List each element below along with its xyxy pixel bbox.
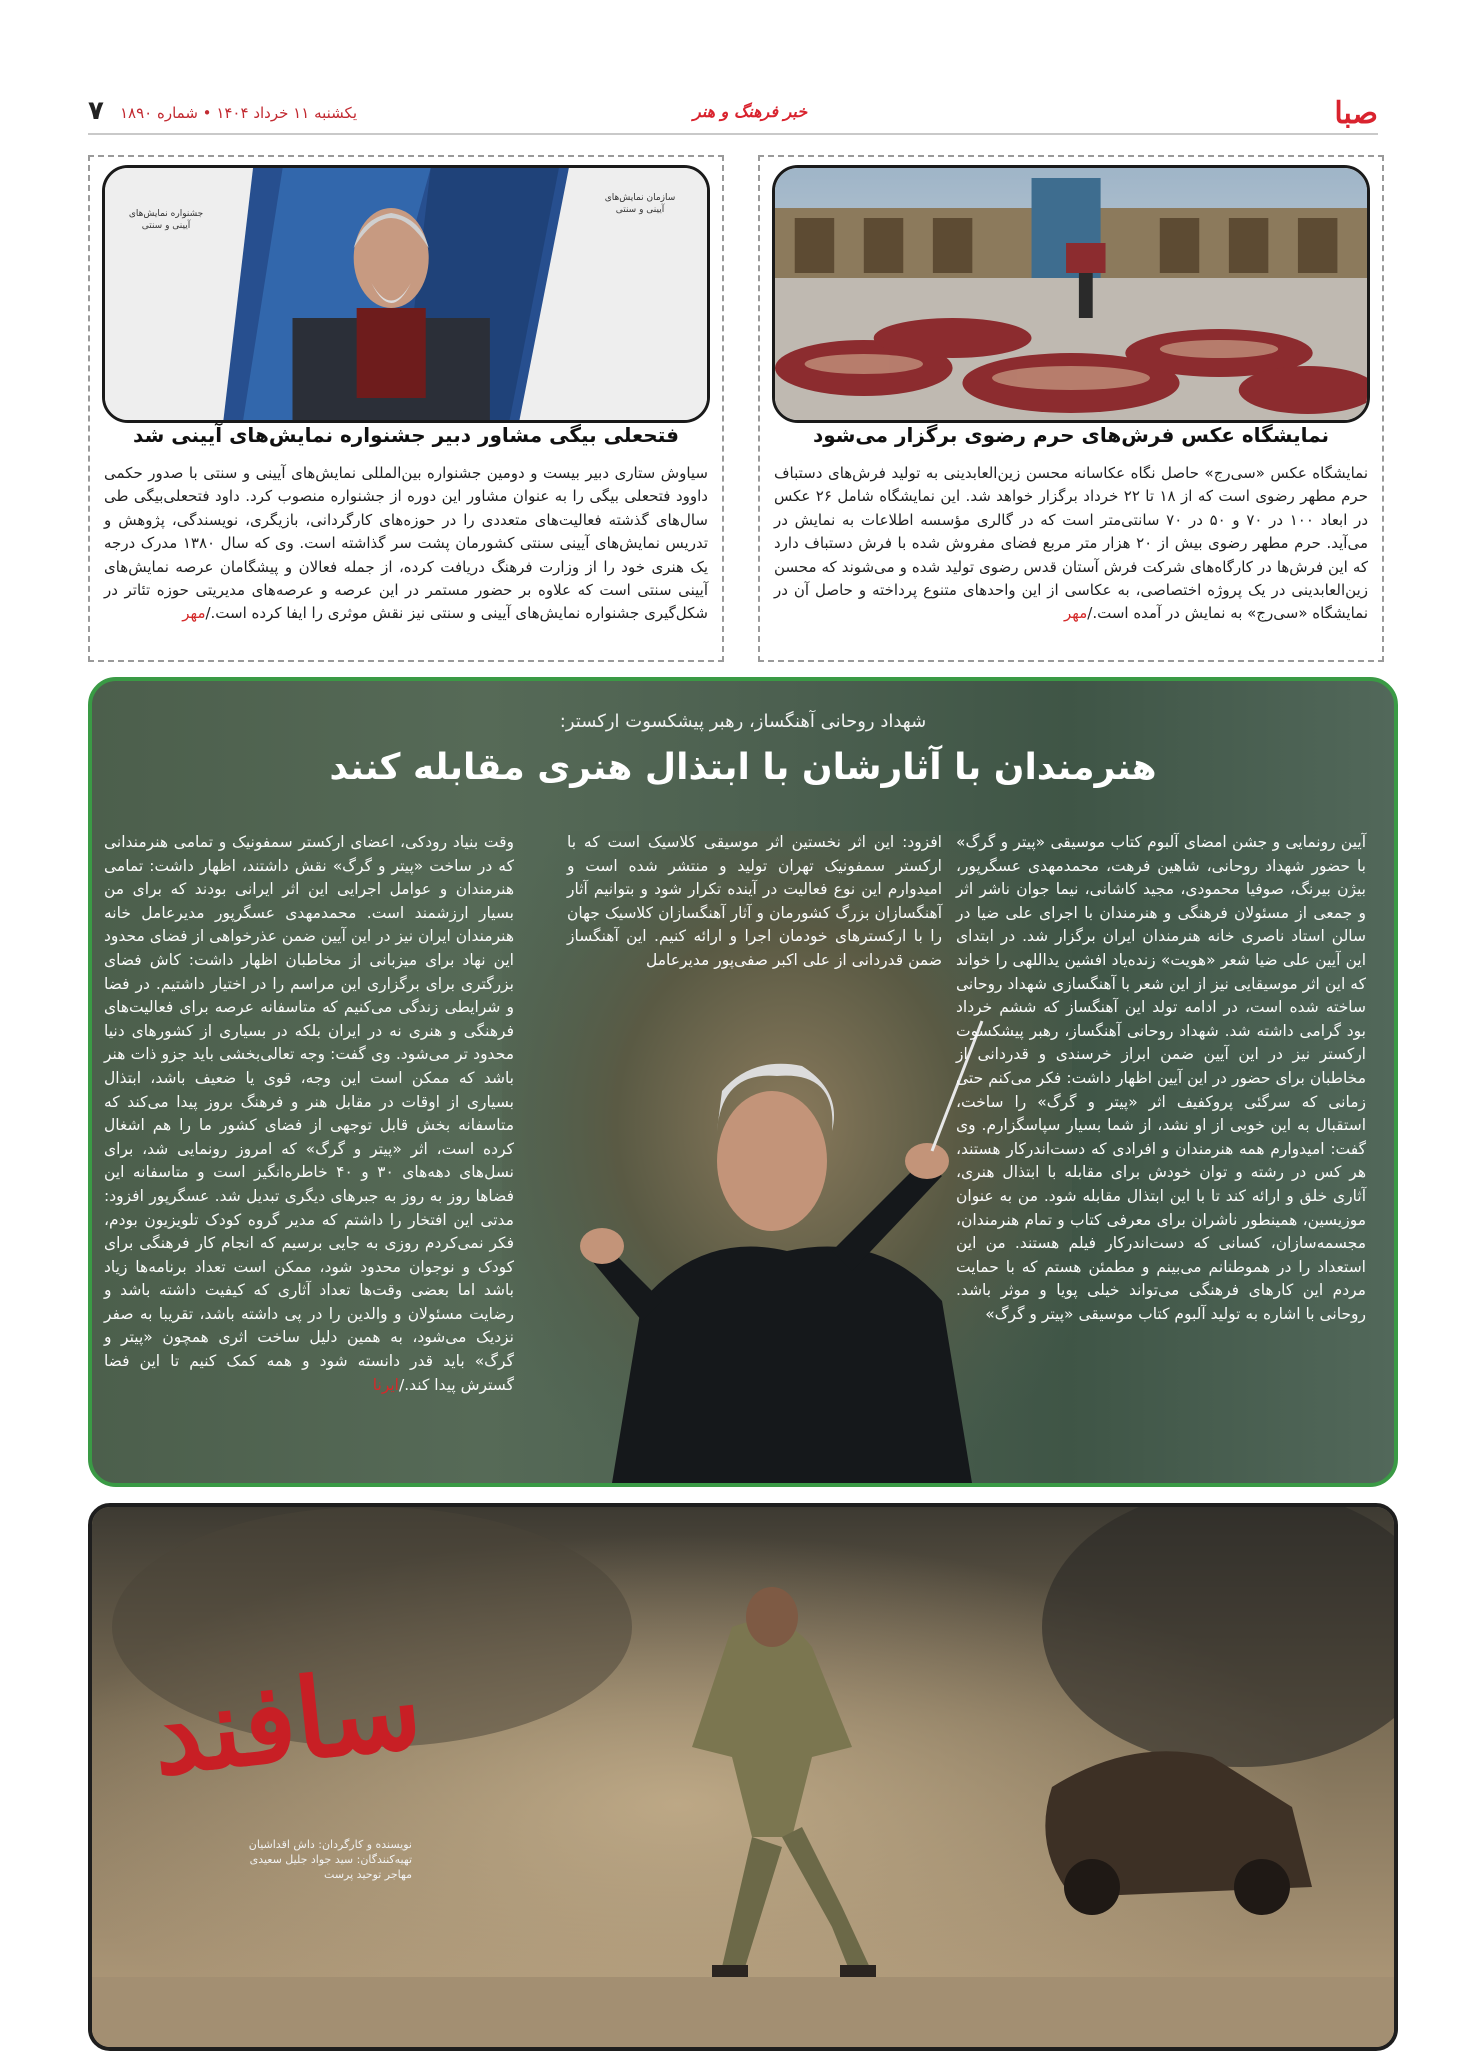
- section-title: خبر فرهنگ و هنر: [693, 102, 808, 121]
- article-source: مهر: [182, 604, 206, 623]
- newspaper-logo: صبا: [1334, 96, 1378, 131]
- festival-logo-left: جشنواره نمایش‌های آیینی و سنتی: [128, 209, 204, 231]
- news-box-carpet-exhibition: [758, 155, 1384, 662]
- interview-column-left-text: وقت بنیاد رودکی، اعضای ارکستر سمفونیک و تمامی هنرمندانی که در ساخت «پیتر و گرگ» نقش داشتند، اظهار داشت: تمامی هنرمندان و عوامل اجرایی این اثر ایرانی بودند که برای من بسیار ارزشمند است. محمدمهدی عسگرپور مدیرعامل خانه هنرمندان ایران نیز در این آیین ضمن عذرخواهی از فضای محدود این نهاد برای میزبانی از مخاطبان اظهار داشت: کاش فضای بزرگتری برای برگزاری این مراسم را در اختیار داشتیم. در فضا و شرایطی زندگی می‌کنیم که متاسفانه عرصه برای فعالیت‌های فرهنگی و هنری نه در ایران بلکه در بسیاری از کشورهای دنیا محدود تر می‌شود. وی گفت: وجه تعالی‌بخشی باید جزو ذات هنر باشد که ممکن است این وجه، قوی یا ضعیف باشد، ابتذال بسیاری از اوقات در مقابل هنر و فرهنگ بروز پیدا می‌کند که متاسفانه بخش قابل توجهی از فضای کشور ما را هم اشغال کرده است، اثر «پیتر و گرگ» که امروز رونمایی شد، برای نسل‌های دهه‌های ۳۰ و ۴۰ خاطره‌انگیز است و متاسفانه این فضاها روز به روز به جبرهای دیگری تبدیل شد. عسگرپور افزود: مدتی این افتخار را داشتم که مدیر گروه کودک تلویزیون بودم، فکر نمی‌کردم روزی به جایی برسیم که انجام کار فرهنگی برای کودک و نوجوان محدود شود، ممکن است تعداد برنامه‌ها زیاد باشد اما بعضی وقت‌ها تعداد آثاری که کیفیت داشته باشد و رضایت مسئولان و والدین را در پی داشته باشد، تقریبا به صفر نزدیک می‌شود، به همین دلیل ساخت اثری همچون «پیتر و گرگ» باید قدر دانسته شود و همه کمک کنیم تا این فضا گسترش پیدا کند./: [104, 833, 514, 1394]
- article-headline: فتحعلی بیگی مشاور دبیر جشنواره نمایش‌های آیینی شد: [133, 423, 679, 447]
- article-body: [104, 462, 708, 626]
- article-source: مهر: [1064, 604, 1088, 623]
- article-headline: نمایشگاه عکس فرش‌های حرم رضوی برگزار می‌شود: [812, 423, 1330, 447]
- page-header: [88, 96, 1378, 130]
- photo-portrait: [102, 165, 710, 423]
- news-box-festival-advisor: [88, 155, 724, 662]
- interview-column-left: [104, 831, 514, 1397]
- poster-credit-extra: مهاجر توحید پرست: [324, 1868, 412, 1881]
- film-poster: [88, 1503, 1398, 2051]
- poster-credit-director: نویسنده و کارگردان: داش اقداشیان: [248, 1838, 412, 1851]
- interview-subhead: شهداد روحانی آهنگساز، رهبر پیشکسوت ارکستر:: [559, 711, 927, 732]
- photo-shrine-carpets: [772, 165, 1370, 423]
- interview-column-right: آیین رونمایی و جشن امضای آلبوم کتاب موسیقی «پیتر و گرگ» با حضور شهداد روحانی، شاهین فرهت، محمدمهدی عسگرپور، بیژن بیرنگ، صوفیا محمودی، مجید کاشانی، نیما جوان ناشر اثر و جمعی از مسئولان فرهنگی و هنرمندان با اجرای علی ضیا در سالن استاد ناصری خانه هنرمندان ایران برگزار شد. در ابتدای این آیین علی ضیا شعر «هویت» زنده‌یاد افشین یداللهی را خواند که این اثر موسیقایی نیز از این شعر با آهنگسازی شهداد روحانی ساخته شده است، در ادامه تولد این آهنگساز که ششم خرداد بود گرامی داشته شد. شهداد روحانی آهنگساز، رهبر پیشکسوت ارکستر نیز در این آیین ضمن ابراز خرسندی و قدردانی از مخاطبان برای حضور در این آیین اظهار داشت: فکر می‌کنم حتی زمانی که سرگئی پروکفیف اثر «پیتر و گرگ» را ساخت، استقبال به این خوبی از او نشد، از شما بسیار سپاسگزارم. وی گفت: امیدوارم همه هنرمندان و افرادی که دست‌اندرکار هستند، هر کس در رشته و توان خودش برای مقابله با ابتذال هنری، آثاری خلق و ارائه کند تا با این ابتذال مقابله شود. من به عنوان موزیسین، همینطور ناشران برای معرفی کتاب و تمام هنرمندان، مجسمه‌سازان، کسانی که دست‌اندرکار فیلم هستند. من این استعداد را در هموطنانم می‌بینم و مطمئن هستم که با حمایت مردم این کارهای فرهنگی می‌تواند خیلی پویا و موثر باشد. روحانی با اشاره به تولید آلبوم کتاب موسیقی «پیتر و گرگ»: [956, 833, 1366, 1323]
- interview-headline: هنرمندان با آثارشان با ابتذال هنری مقابله کنند: [329, 747, 1157, 788]
- interview-feature: [88, 677, 1398, 1487]
- page-number: ۷: [88, 96, 104, 126]
- issue-date-line: یکشنبه ۱۱ خرداد ۱۴۰۴ • شماره ۱۸۹۰: [120, 104, 357, 122]
- interview-column-middle: افزود: این اثر نخستین اثر موسیقی کلاسیک است که با ارکستر سمفونیک تهران تولید و منتشر شده است و امیدوارم این نوع فعالیت در آینده تکرار شود و بتوانیم آثار آهنگسازان بزرگ کشورمان و آثار آهنگسازان کلاسیک جهان را با ارکسترهای خودمان اجرا و ارائه کنیم. این آهنگساز ضمن قدردانی از علی اکبر صفی‌پور مدیرعامل: [567, 833, 942, 969]
- org-logo-right: سازمان نمایش‌های آیینی و سنتی: [604, 193, 676, 215]
- poster-credits: [152, 1837, 412, 1882]
- header-divider: [88, 133, 1378, 135]
- poster-title: سافند: [145, 1643, 428, 1800]
- article-body-text: نمایشگاه عکس «سی‌رج» حاصل نگاه عکاسانه محسن زین‌العابدینی به تولید فرش‌های دستباف حرم مطهر رضوی است که از ۱۸ تا ۲۲ خرداد برگزار خواهد شد. این نمایشگاه شامل ۲۶ عکس در ابعاد ۱۰۰ در ۷۰ و ۵۰ در ۷۰ سانتی‌متر است که در گالری مؤسسه اطلاعات به نمایش در می‌آید. حرم مطهر رضوی بیش از ۲۰ هزار متر مربع فضای مفروش شده با فرش دستباف دارد که این فرش‌ها در کارگاه‌های شرکت فرش آستان قدس رضوی تولید شده و می‌شوند که محسن زین‌العابدینی در یک پروژه اختصاصی، به عکاسی از این واحدهای متنوع پرداخته و حاصل آن در نمایشگاه «سی‌رج» به نمایش در آمده است./: [774, 464, 1368, 623]
- poster-credit-producer: تهیه‌کنندگان: سید جواد جلیل سعیدی: [249, 1853, 412, 1866]
- article-body-text: سیاوش ستاری دبیر بیست و دومین جشنواره بین‌المللی نمایش‌های آیینی و سنتی با صدور حکمی داوود فتحعلی بیگی را به عنوان مشاور این دوره از جشنواره منصوب کرد. داود فتحعلی‌بیگی طی سال‌های گذشته فعالیت‌های متعددی را در حوزه‌های کارگردانی، بازیگری، نویسندگی، پژوهش و تدریس نمایش‌های آیینی سنتی کشورمان پشت سر گذاشته است. وی که سال ۱۳۸۰ مدرک درجه یک هنری خود را از وزارت فرهنگ دریافت کرده، از جمله فعالان و پیشگامان عرصه نمایش‌های آیینی سنتی است که علاوه بر حضور مستمر در این عرصه و عرصه‌های مدیریتی حوزه تئاتر در شکل‌گیری جشنواره نمایش‌های آیینی و سنتی نیز نقش موثری را ایفا کرده است./: [104, 464, 708, 623]
- article-body: [774, 462, 1368, 626]
- interview-source: ایرنا: [372, 1375, 399, 1394]
